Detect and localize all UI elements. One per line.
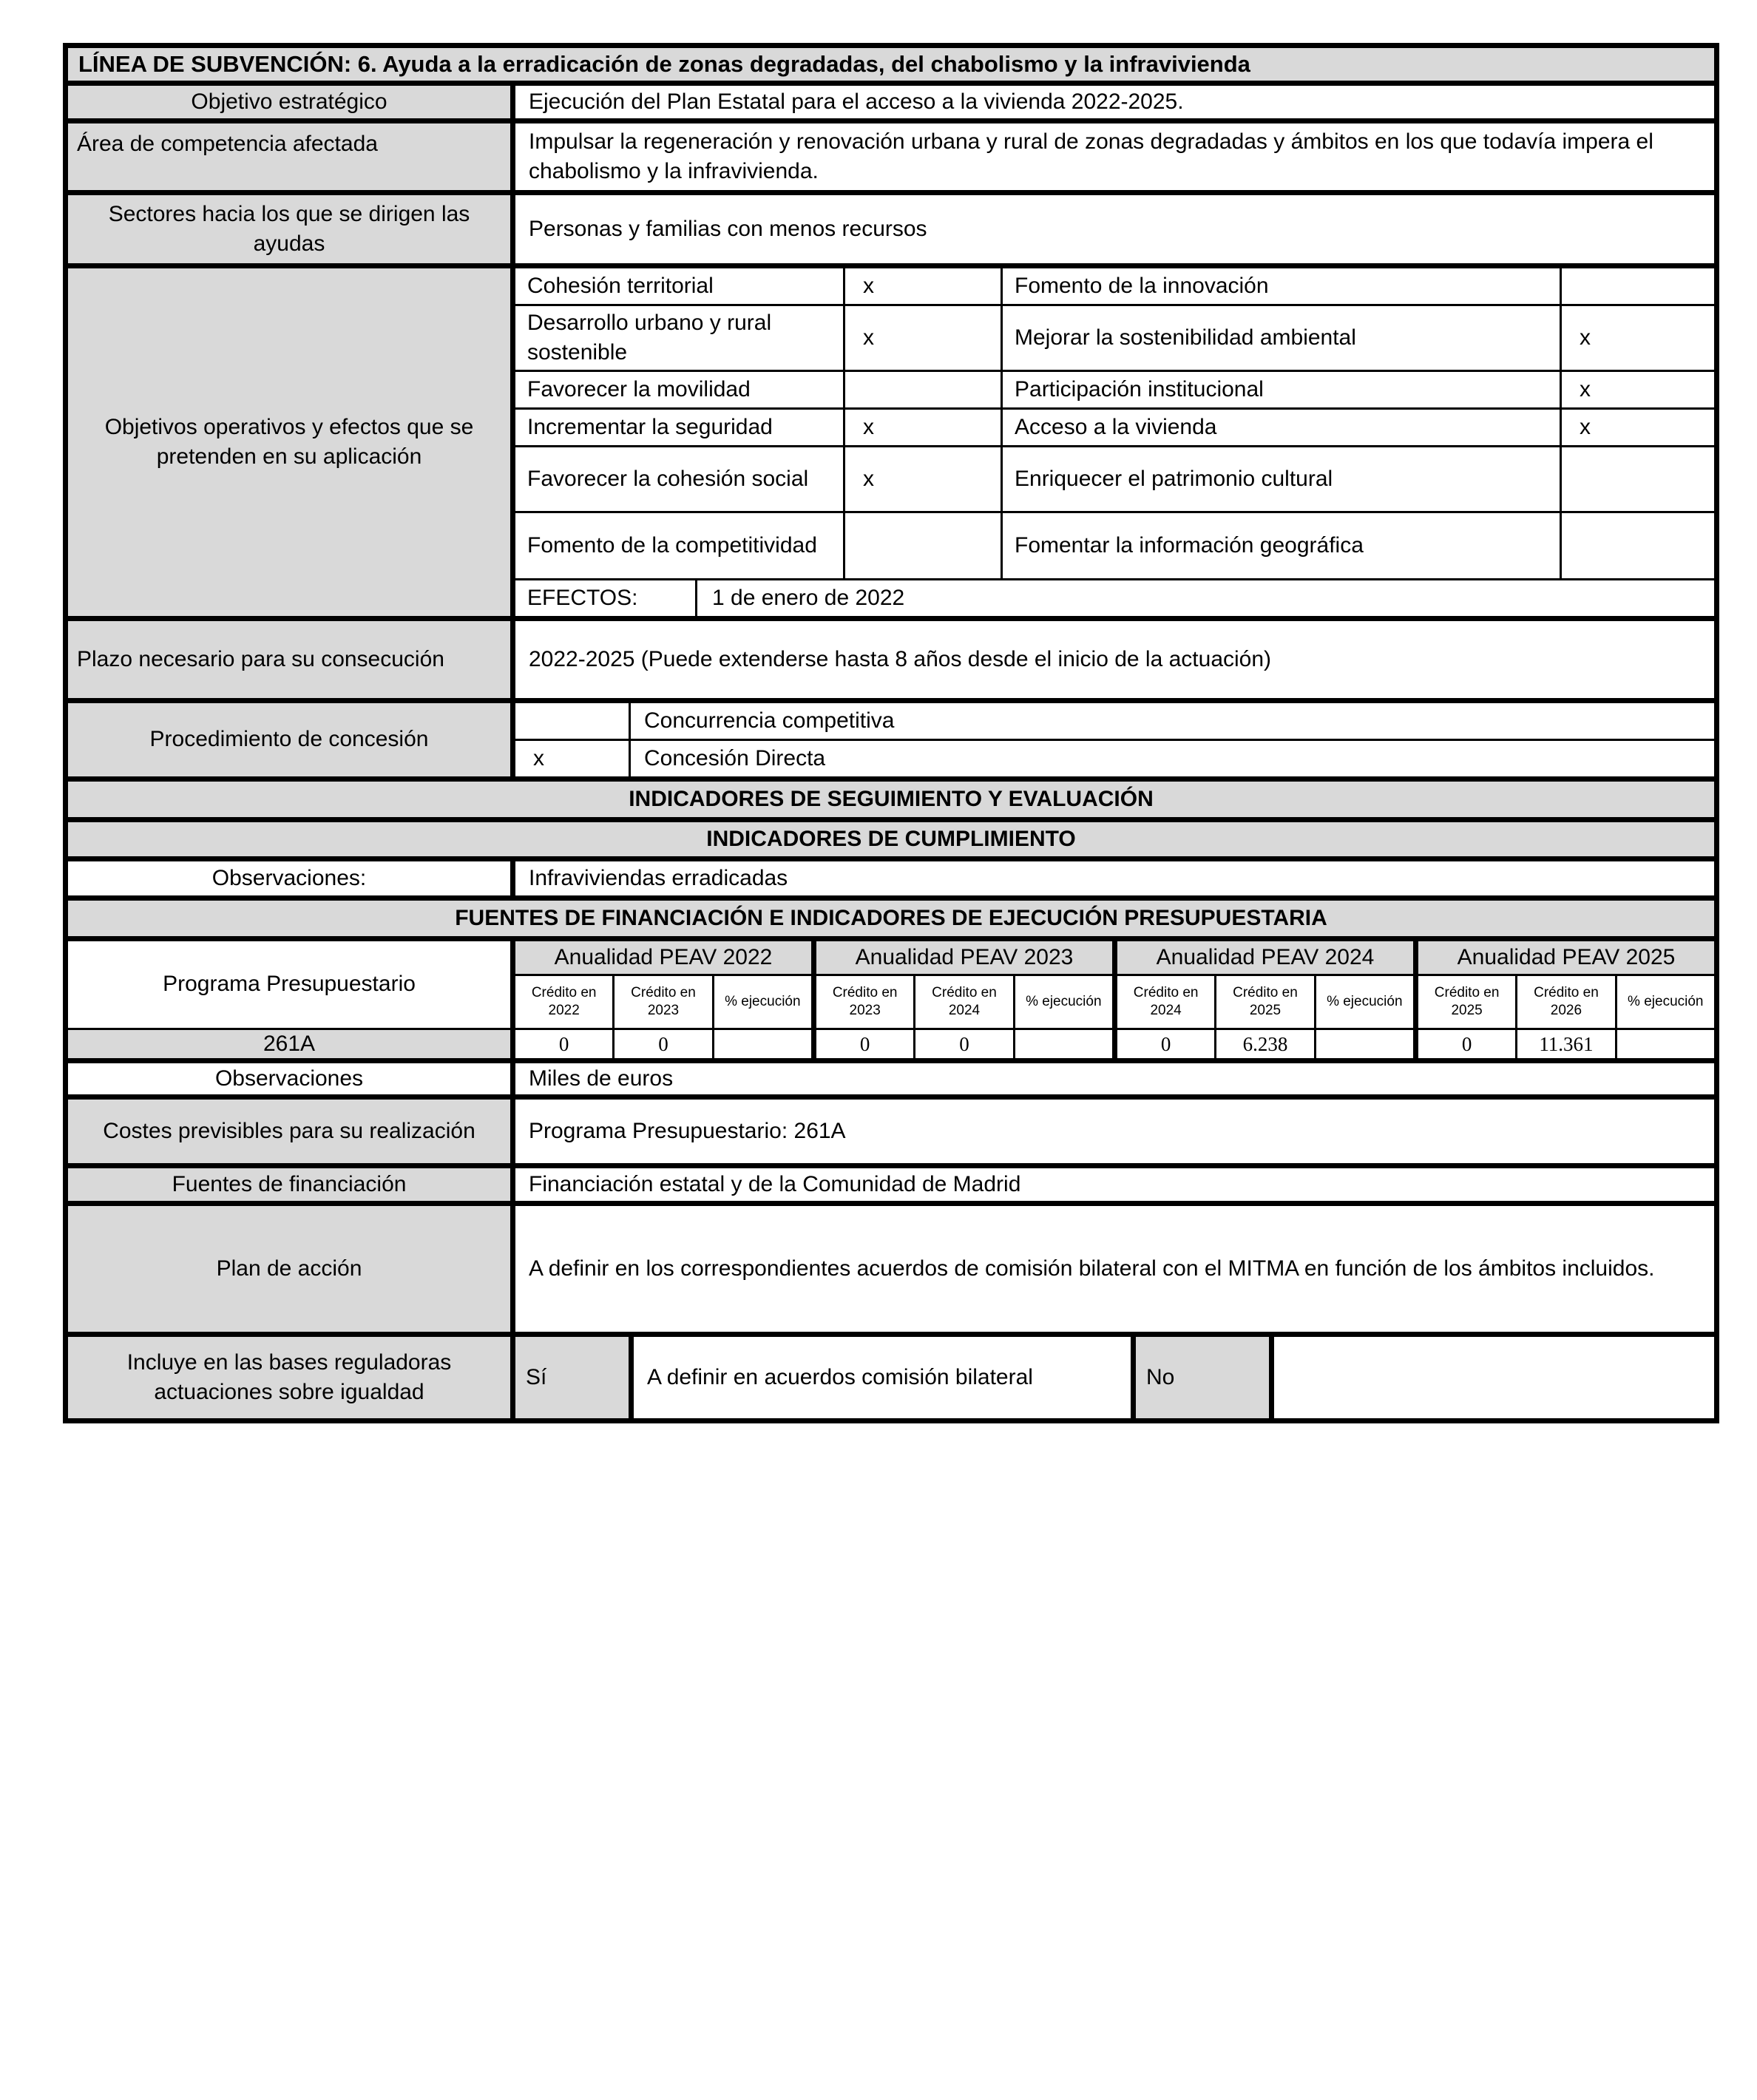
budget-value: 0 (1418, 1030, 1515, 1058)
column-header: Crédito en 2024 (1117, 976, 1214, 1028)
concurrencia-checkbox (515, 703, 629, 739)
observaciones-indicadores-value: Infraviviendas erradicadas (515, 861, 1714, 895)
procedimiento-option-row (515, 741, 1714, 776)
objetivo-left-label: Favorecer la movilidad (515, 372, 843, 407)
observaciones-presupuesto-value: Miles de euros (515, 1063, 1714, 1094)
igualdad-si-cell: Sí (515, 1337, 629, 1418)
objetivo-row (515, 410, 1714, 445)
section-programa-presupuestario (68, 941, 1714, 1028)
objetivo-right-label: Enriquecer el patrimonio cultural (1003, 447, 1560, 511)
budget-credito-header-row (515, 976, 1714, 1028)
budget-value: 0 (515, 1030, 612, 1058)
objetivo-estrategico-label: Objetivo estratégico (68, 86, 510, 118)
section-procedimiento (68, 703, 1714, 776)
row-sectores (68, 195, 1714, 263)
budget-value: 0 (615, 1030, 711, 1058)
fuentes-financiacion-value: Financiación estatal y de la Comunidad de Madrid (515, 1168, 1714, 1201)
section-objetivos-operativos (68, 268, 1714, 616)
area-competencia-value: Impulsar la regeneración y renovación urbana y rural de zonas degradadas y ámbitos en los que todavía impera el chabolismo y la infravivienda. (515, 123, 1714, 190)
table-title-row (68, 48, 1714, 81)
objetivo-row (515, 447, 1714, 511)
procedimiento-options (515, 703, 1714, 776)
observaciones-indicadores-label: Observaciones: (68, 861, 510, 895)
efectos-label: EFECTOS: (515, 580, 695, 616)
concurrencia-label: Concurrencia competitiva (631, 703, 1714, 739)
concesion-directa-label: Concesión Directa (631, 741, 1714, 776)
header-fuentes-financiacion-row (68, 901, 1714, 936)
row-area-competencia (68, 123, 1714, 190)
costes-previsibles-label: Costes previsibles para su realización (68, 1100, 510, 1163)
objetivo-left-checkbox: x (845, 447, 1001, 511)
objetivo-left-label: Desarrollo urbano y rural sostenible (515, 306, 843, 370)
fuentes-financiacion-label: Fuentes de financiación (68, 1168, 510, 1201)
row-fuentes-financiacion (68, 1168, 1714, 1201)
objetivo-row (515, 372, 1714, 407)
anualidad-peav-2025-header: Anualidad PEAV 2025 (1418, 941, 1714, 974)
budget-value (1316, 1030, 1413, 1058)
concesion-directa-checkbox: x (515, 741, 629, 776)
programa-presupuestario-label: Programa Presupuestario (68, 941, 510, 1028)
column-header: Crédito en 2023 (816, 976, 913, 1028)
procedimiento-option-row (515, 703, 1714, 739)
budget-value (1015, 1030, 1112, 1058)
objetivo-right-label: Mejorar la sostenibilidad ambiental (1003, 306, 1560, 370)
column-header: % ejecución (714, 976, 811, 1028)
budget-value (714, 1030, 811, 1058)
procedimiento-label: Procedimiento de concesión (68, 703, 510, 776)
objetivo-row (515, 306, 1714, 370)
header-fuentes-financiacion: FUENTES DE FINANCIACIÓN E INDICADORES DE EJECUCIÓN PRESUPUESTARIA (68, 901, 1714, 936)
column-header: Crédito en 2025 (1418, 976, 1515, 1028)
budget-value: 0 (816, 1030, 913, 1058)
objetivo-right-checkbox (1562, 268, 1714, 304)
igualdad-si-value: A definir en acuerdos comisión bilateral (634, 1337, 1131, 1418)
objetivo-left-label: Cohesión territorial (515, 268, 843, 304)
objetivo-right-checkbox: x (1562, 372, 1714, 407)
budget-value: 0 (915, 1030, 1012, 1058)
objetivo-right-checkbox (1562, 447, 1714, 511)
row-observaciones-indicadores (68, 861, 1714, 895)
subvention-table (63, 43, 1719, 1423)
header-indicadores-seguimiento: INDICADORES DE SEGUIMIENTO Y EVALUACIÓN (68, 782, 1714, 817)
column-header: Crédito en 2026 (1517, 976, 1614, 1028)
anualidad-peav-2022-header: Anualidad PEAV 2022 (515, 941, 811, 974)
row-plazo (68, 621, 1714, 698)
row-igualdad (68, 1337, 1714, 1418)
budget-value: 11.361 (1517, 1030, 1614, 1058)
column-header: % ejecución (1316, 976, 1413, 1028)
objetivo-left-checkbox: x (845, 268, 1001, 304)
objetivo-right-checkbox: x (1562, 410, 1714, 445)
budget-value: 0 (1117, 1030, 1214, 1058)
budget-value: 6.238 (1216, 1030, 1313, 1058)
column-header: % ejecución (1015, 976, 1112, 1028)
objetivos-operativos-label: Objetivos operativos y efectos que se pretenden en su aplicación (68, 268, 510, 616)
objetivo-right-label: Fomentar la información geográfica (1003, 513, 1560, 578)
observaciones-presupuesto-label: Observaciones (68, 1063, 510, 1094)
objetivo-left-checkbox: x (845, 306, 1001, 370)
row-programa-261a (68, 1030, 1714, 1058)
plazo-label: Plazo necesario para su consecución (68, 621, 510, 698)
column-header: Crédito en 2022 (515, 976, 612, 1028)
objetivo-right-label: Fomento de la innovación (1003, 268, 1560, 304)
column-header: Crédito en 2025 (1216, 976, 1313, 1028)
budget-values-grid (515, 1030, 1714, 1058)
plan-accion-label: Plan de acción (68, 1206, 510, 1332)
efectos-row (515, 580, 1714, 616)
objetivo-left-checkbox (845, 372, 1001, 407)
anualidad-peav-2023-header: Anualidad PEAV 2023 (816, 941, 1112, 974)
anualidad-peav-2024-header: Anualidad PEAV 2024 (1117, 941, 1413, 974)
area-competencia-label: Área de competencia afectada (68, 123, 510, 190)
objetivo-row (515, 513, 1714, 578)
objetivo-left-label: Incrementar la seguridad (515, 410, 843, 445)
budget-anualidad-header-row (515, 941, 1714, 974)
budget-value (1617, 1030, 1714, 1058)
objetivo-left-checkbox (845, 513, 1001, 578)
sectores-label: Sectores hacia los que se dirigen las ayudas (68, 195, 510, 263)
igualdad-no-value (1274, 1337, 1714, 1418)
objetivo-row (515, 268, 1714, 304)
igualdad-label: Incluye en las bases reguladoras actuaciones sobre igualdad (68, 1337, 510, 1418)
objetivo-left-label: Favorecer la cohesión social (515, 447, 843, 511)
objetivo-left-label: Fomento de la competitividad (515, 513, 843, 578)
column-header: Crédito en 2023 (615, 976, 711, 1028)
objetivos-operativos-grid (515, 268, 1714, 616)
table-title: LÍNEA DE SUBVENCIÓN: 6. Ayuda a la erradicación de zonas degradadas, del chabolismo y la infravivienda (68, 48, 1714, 81)
plan-accion-value: A definir en los correspondientes acuerdos de comisión bilateral con el MITMA en función de los ámbitos incluidos. (515, 1206, 1714, 1332)
objetivo-right-label: Participación institucional (1003, 372, 1560, 407)
budget-values-row (515, 1030, 1714, 1058)
header-indicadores-seguimiento-row (68, 782, 1714, 817)
header-indicadores-cumplimiento: INDICADORES DE CUMPLIMIENTO (68, 822, 1714, 856)
budget-header-grid (515, 941, 1714, 1028)
objetivo-right-checkbox (1562, 513, 1714, 578)
header-indicadores-cumplimiento-row (68, 822, 1714, 856)
column-header: % ejecución (1617, 976, 1714, 1028)
row-costes-previsibles (68, 1100, 1714, 1163)
row-plan-accion (68, 1206, 1714, 1332)
objetivo-estrategico-value: Ejecución del Plan Estatal para el acceso a la vivienda 2022-2025. (515, 86, 1714, 118)
plazo-value: 2022-2025 (Puede extenderse hasta 8 años desde el inicio de la actuación) (515, 621, 1714, 698)
objetivo-right-checkbox: x (1562, 306, 1714, 370)
row-objetivo-estrategico (68, 86, 1714, 118)
programa-261a-code: 261A (68, 1030, 510, 1058)
efectos-value: 1 de enero de 2022 (697, 580, 1714, 616)
column-header: Crédito en 2024 (915, 976, 1012, 1028)
objetivo-left-checkbox: x (845, 410, 1001, 445)
row-observaciones-presupuesto (68, 1063, 1714, 1094)
costes-previsibles-value: Programa Presupuestario: 261A (515, 1100, 1714, 1163)
sectores-value: Personas y familias con menos recursos (515, 195, 1714, 263)
objetivo-right-label: Acceso a la vivienda (1003, 410, 1560, 445)
igualdad-no-cell: No (1136, 1337, 1269, 1418)
